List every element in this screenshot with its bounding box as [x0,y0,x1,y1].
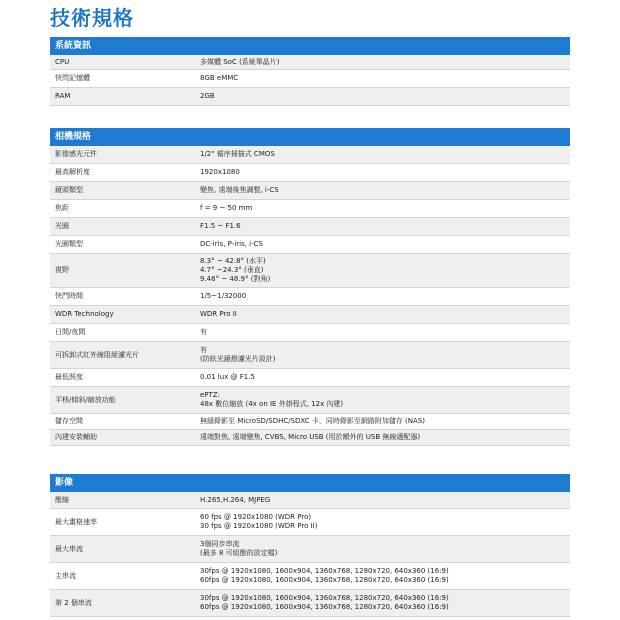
spec-key: 最低照度 [55,373,83,381]
table-row [50,536,570,563]
spec-key: 可拆卸式紅外線阻絕濾光片 [55,350,139,359]
table-row [50,430,570,446]
spec-key: 主串流 [55,571,76,580]
table-row [50,254,570,288]
spec-key: 壓縮 [55,495,69,504]
spec-key: 最高解析度 [55,168,90,176]
spec-value: 1/2" 循序掃描式 CMOS [200,150,275,158]
spec-key: WDR Technology [55,310,114,318]
spec-value: 8GB eMMC [200,74,239,82]
spec-key: 焦距 [55,204,69,212]
table-row [50,164,570,182]
spec-key: 最大串流 [55,544,83,553]
spec-value: 無縫錄影至 MicroSD/SDHC/SDXC 卡，同時錄影至網路附加儲存 (NAS) [200,417,425,425]
spec-key: RAM [55,92,71,100]
spec-value: 有 [200,328,207,336]
spec-key: 第 2 個串流 [55,598,92,607]
spec-key: 日間/夜間 [55,328,86,336]
spec-value: ePTZ: 48x 數位縮放 (4x on IE 外掛程式, 12x 內建) [200,391,344,408]
table-row [50,70,570,88]
spec-key: 快門時間 [55,292,83,300]
spec-value: WDR Pro II [200,310,237,318]
table-row [50,492,570,509]
spec-key: 影像感光元件 [55,150,97,158]
table-row [50,387,570,414]
table-row [50,146,570,164]
spec-value: H.265,H.264, MJPEG [200,495,271,504]
spec-value: 1920x1080 [200,168,240,176]
table-row [50,288,570,306]
spec-value: 1/5~1/32000 [200,292,247,300]
spec-value: 30fps @ 1920x1080, 1600x904, 1360x768, 1280x720, 640x360 (16:9) 60fps @ 1920x1080, 1600x904, 1360x768, 1280x720, 640x360 (16:9) [200,567,449,584]
spec-key: 平移/傾斜/縮放功能 [55,395,116,404]
spec-value: 有 (防眩光鏡燈濾光片設計) [200,346,276,363]
spec-key: 視野 [55,266,69,274]
page-title: 技術規格 [50,6,134,30]
table-row [50,369,570,387]
table-row [50,200,570,218]
table-row [50,55,570,70]
spec-key: 鏡頭類型 [55,186,83,194]
spec-key: 內建安裝輔助 [55,433,97,441]
spec-key: 最大畫格速率 [55,517,97,526]
spec-key: 儲存空間 [55,417,83,425]
table-row [50,414,570,430]
section-header: 相機規格 [50,128,570,146]
spec-value: f = 9 ~ 50 mm [200,204,253,212]
section-header: 系統資訊 [50,37,570,55]
spec-value: 8.3° ~ 42.8° (水平) 4.7° ~24.3° (垂直) 9.46° ~ 48.9° (對角) [200,257,271,283]
table-row [50,342,570,369]
spec-key: 光圈類型 [55,240,83,248]
table-row [50,590,570,617]
table-row [50,306,570,324]
table-row [50,324,570,342]
spec-value: 多媒體 SoC (系統單晶片) [200,57,280,66]
table-row [50,218,570,236]
table-row [50,182,570,200]
table-row [50,563,570,590]
spec-value: 0.01 lux @ F1.5 [200,373,255,381]
spec-value: 60 fps @ 1920x1080 (WDR Pro) 30 fps @ 1920x1080 (WDR Pro II) [200,513,318,530]
spec-value: 遠端對焦, 遠端變焦, CVBS, Micro USB (用於額外的 USB 無線適配器) [200,433,421,441]
spec-key: 快閃記憶體 [55,74,90,82]
section-camera-specs [50,128,570,446]
spec-value: DC-iris, P-iris, i-CS [200,240,263,248]
spec-value: 變焦, 遠端後焦調整, i-CS [200,186,279,194]
spec-value: 30fps @ 1920x1080, 1600x904, 1360x768, 1280x720, 640x360 (16:9) 60fps @ 1920x1080, 1600x904, 1360x768, 1280x720, 640x360 (16:9) [200,594,449,611]
spec-value: 3個同步串流 (最多 8 可組態的設定檔) [200,540,278,557]
spec-key: 光圈 [55,222,69,230]
spec-value: 2GB [200,92,215,100]
spec-value: F1.5 ~ F1.6 [200,222,241,230]
section-header: 影像 [50,474,570,492]
section-system-info [50,37,570,106]
table-row [50,236,570,254]
table-row [50,509,570,536]
table-row [50,88,570,106]
spec-key: CPU [55,57,70,66]
section-video [50,474,570,617]
